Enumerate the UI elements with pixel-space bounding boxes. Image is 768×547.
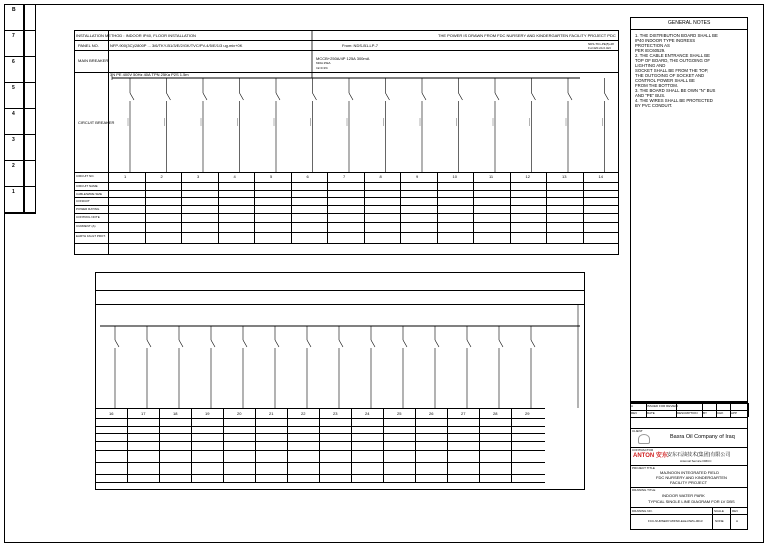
drawing-no: FCC-NURSERY-MIFSD-ELE-DWG-0013: [648, 519, 703, 523]
rev-header: BY: [703, 411, 708, 415]
p2-breaker-switch: [115, 340, 119, 347]
note-line: BY PVC CONDUIT.: [635, 103, 673, 108]
p1-circuit-no: 14: [598, 174, 603, 179]
note-line: FROM THE BOTTOM.: [635, 83, 679, 88]
note-line: PROTECTION AS: [635, 43, 670, 48]
p1-circuit-no: 9: [416, 174, 419, 179]
rev-value: A: [736, 519, 739, 523]
note-line: THE OUTGOING OF SOCKET AND: [635, 73, 705, 78]
note-line: CONTROL POWER SHALL BE: [635, 78, 695, 83]
p1-breaker-switch: [167, 93, 171, 100]
p1-row-label: CURRENT (A): [76, 224, 96, 228]
breaker-sub: 630A 25kA: [316, 61, 331, 65]
side-top: NDS-TK1-PE(5)-28: [588, 42, 614, 46]
p1-row-label: EARTH FAULT PROT.: [76, 234, 106, 238]
p1-row-label: POWER RATING: [76, 207, 100, 211]
rev-header: APP: [731, 411, 738, 415]
p2-circuit-no: 19: [205, 411, 210, 416]
project-line2: FDC NURSERY AND KINDERGARTEN: [656, 475, 727, 480]
p2-circuit-no: 20: [237, 411, 242, 416]
p1-circuit-no: 2: [160, 174, 163, 179]
drawing-line2: TYPICAL SINGLE LINE DIAGRAM FOR LV DBS: [648, 499, 735, 504]
project-label: PROJECT TITLE: [632, 466, 655, 470]
drawing-line1: INDOOR WATER PARK: [662, 493, 705, 498]
contractor-cn: 安东石油技术(集团)有限公司: [667, 452, 731, 458]
p1-breaker-switch: [532, 93, 536, 100]
note-line: 2. THE CABLE ENTRANCE SHALL BE: [635, 53, 710, 58]
p2-circuit-no: 24: [365, 411, 370, 416]
p1-breaker-switch: [203, 93, 207, 100]
p2-breaker-switch: [499, 340, 503, 347]
p1-breaker-switch: [459, 93, 463, 100]
strip-label: 4: [12, 111, 15, 117]
p2-breaker-switch: [147, 340, 151, 347]
p2-breaker-switch: [243, 340, 247, 347]
drawing-no-label: DRAWING NO.: [632, 509, 653, 513]
p1-circuit-no: 6: [306, 174, 309, 179]
note-line: AND "PE" BUS.: [635, 93, 666, 98]
note-line: 3. THE BOARD SHALL BE OWN "N" BUS: [635, 88, 716, 93]
note-line: TOP OF BOARD, THE OUTGOING OF: [635, 58, 710, 63]
side-bottom: Fu=420.2A 0.4kV: [588, 46, 612, 50]
p1-breaker-switch: [386, 93, 390, 100]
p2-circuit-no: 18: [173, 411, 178, 416]
p1-breaker-switch: [130, 93, 134, 100]
rev-header: REV: [631, 411, 638, 415]
note-line: SOCKET SHALL BE FROM THE TOP,: [635, 68, 709, 73]
p1-breaker-switch: [495, 93, 499, 100]
p2-circuit-no: 17: [141, 411, 146, 416]
client-logo-icon: [638, 434, 650, 444]
p1-circuit-no: 4: [233, 174, 236, 179]
notes-title: GENERAL NOTES: [668, 20, 711, 26]
p2-circuit-no: 22: [301, 411, 306, 416]
p1-breaker-switch: [605, 93, 609, 100]
breaker-sub2: Ini=0.3%: [316, 66, 328, 70]
note-line: IP40 INDOOR TYPE INGRESS: [635, 38, 696, 43]
p2-circuit-no: 23: [333, 411, 338, 416]
installation-method: INSTALLATION METHOD : INDOOR IP40, FLOOR INSTALLATION: [76, 33, 196, 38]
strip-label: 7: [12, 33, 15, 39]
p2-circuit-no: 26: [429, 411, 434, 416]
rev-cell: ISSUED FOR REVIEW: [647, 404, 679, 408]
p2-breaker-switch: [403, 340, 407, 347]
note-line: LIGHTING AND: [635, 63, 666, 68]
rev-header: DATE: [647, 411, 655, 415]
main-desc: 3N PE 400V 50Hz 40A TPN 25Ka P2S 1.5m: [110, 72, 189, 77]
p1-circuit-no: 12: [525, 174, 530, 179]
p1-circuit-no: 7: [343, 174, 346, 179]
p2-breaker-switch: [435, 340, 439, 347]
p1-circuit-no: 1: [124, 174, 127, 179]
note-line: PER IEC60529.: [635, 48, 666, 53]
project-line3: FACILITY PROJECT: [670, 480, 708, 485]
p2-breaker-switch: [371, 340, 375, 347]
note-line: 4. THE WIRES SHALL BE PROTECTED: [635, 98, 713, 103]
p1-circuit-no: 10: [452, 174, 457, 179]
p1-breaker-switch: [240, 93, 244, 100]
p1-breaker-switch: [349, 93, 353, 100]
strip-label: 5: [12, 85, 15, 91]
p1-circuit-no: 8: [379, 174, 382, 179]
contractor-label: CONTRACTOR: [632, 448, 654, 452]
p1-breaker-switch: [422, 93, 426, 100]
client-label: CLIENT: [632, 429, 643, 433]
circuit-breaker-label: CIRCUIT BREAKER: [78, 120, 115, 125]
p1-breaker-switch: [276, 93, 280, 100]
strip-label: 1: [12, 189, 15, 195]
from-text: From: NDS-B1-LP-7: [342, 43, 379, 48]
breaker-spec: MCCB+250A/4P 125A 300mA: [316, 56, 370, 61]
panel-no-label: PANEL NO.: [78, 43, 99, 48]
contractor-logo: ANTON 安东: [633, 453, 668, 459]
strip-label: 2: [12, 163, 15, 169]
project-line1: MAJNOON INTEGRATED FIELD: [660, 470, 720, 475]
p2-breaker-switch: [467, 340, 471, 347]
p2-breaker-switch: [179, 340, 183, 347]
p1-row-label: CIRCUIT NO.: [76, 174, 95, 178]
p1-circuit-no: 3: [197, 174, 200, 179]
main-breaker-label: MAIN BREAKER: [78, 58, 109, 63]
rev-header: CHK: [717, 411, 724, 415]
p2-circuit-no: 27: [461, 411, 466, 416]
p2-circuit-no: 29: [525, 411, 530, 416]
rev-header: DESCRIPTION: [677, 411, 698, 415]
p1-row-label: CONTROL NOTE: [76, 215, 100, 219]
power-note: THE POWER IS DRAWN FROM FDC NURSERY AND KINDERGARTEN FACILITY PROJECT PDC: [438, 33, 616, 38]
client-name: Basra Oil Company of Iraq: [670, 434, 735, 440]
p2-breaker-switch: [211, 340, 215, 347]
p2-circuit-no: 25: [397, 411, 402, 416]
p2-circuit-no: 28: [493, 411, 498, 416]
p2-breaker-switch: [339, 340, 343, 347]
note-line: 1. THE DISTRIBUTION BOARD SHALL BE: [635, 33, 718, 38]
panel-no-value: NFP-900(3C)/2800P ... 3/6/TKY-B1/3/E/2/GK/TVC/PV-4/5/E/1/3 ug.mix+0K: [110, 43, 243, 48]
p2-breaker-switch: [307, 340, 311, 347]
p1-circuit-no: 5: [270, 174, 273, 179]
scale-label: SCALE: [714, 509, 724, 513]
contractor-en: Antonoil Service DMCC: [680, 459, 712, 463]
p2-breaker-switch: [275, 340, 279, 347]
p1-row-label: CONDUIT: [76, 199, 90, 203]
p2-circuit-no: 21: [269, 411, 274, 416]
rev-col-line: [748, 403, 749, 417]
scale-value: NONE: [715, 519, 724, 523]
p2-circuit-no: 16: [109, 411, 114, 416]
drawing-label: DRAWING TITLE: [632, 488, 656, 492]
p1-breaker-switch: [313, 93, 317, 100]
p1-breaker-switch: [568, 93, 572, 100]
strip-label: B: [12, 7, 16, 13]
rev-cell: A: [631, 404, 634, 408]
strip-label: 6: [12, 59, 15, 65]
p1-row-label: CIRCUIT NAME: [76, 184, 98, 188]
p1-row-label: CABLE/WIRE SIZE: [76, 192, 103, 196]
p1-circuit-no: 13: [562, 174, 567, 179]
strip-label: 3: [12, 137, 15, 143]
rev-label: REV: [732, 509, 739, 513]
p1-circuit-no: 11: [489, 174, 494, 179]
rev-row-line: [630, 417, 748, 418]
p2-breaker-switch: [531, 340, 535, 347]
